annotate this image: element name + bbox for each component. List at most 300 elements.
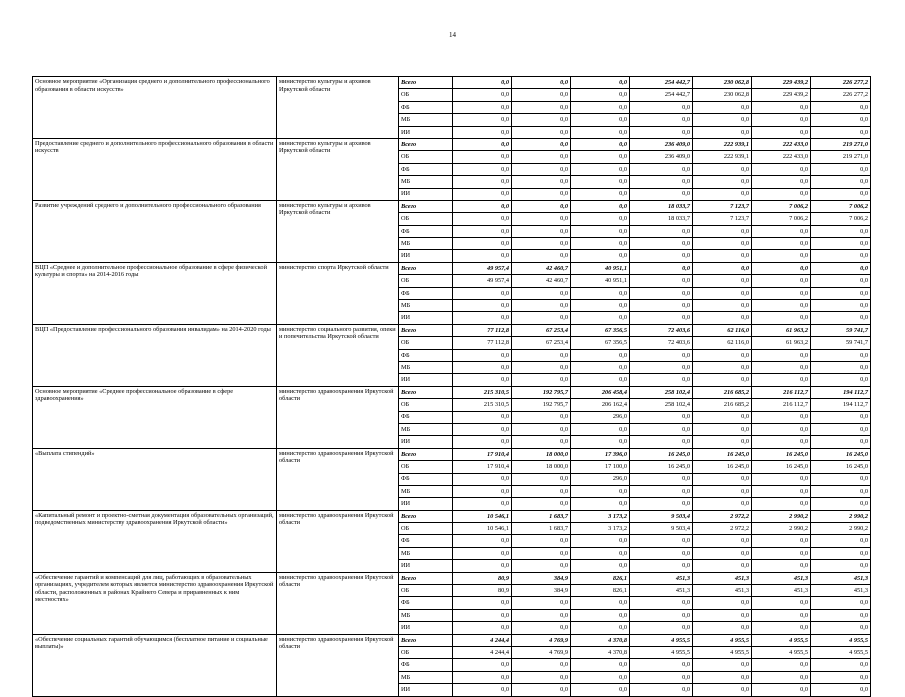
amount-cell: 0,0 — [811, 349, 871, 361]
amount-cell: 67 356,5 — [571, 324, 630, 336]
funding-source: МБ — [399, 114, 453, 126]
amount-cell: 0,0 — [453, 597, 512, 609]
amount-cell: 0,0 — [693, 101, 752, 113]
amount-cell: 0,0 — [811, 423, 871, 435]
funding-source: ФБ — [399, 101, 453, 113]
amount-cell: 62 116,0 — [693, 324, 752, 336]
amount-cell: 49 957,4 — [453, 275, 512, 287]
amount-cell: 236 409,0 — [630, 138, 693, 150]
amount-cell: 451,3 — [752, 572, 811, 584]
amount-cell: 215 310,5 — [453, 399, 512, 411]
amount-cell: 0,0 — [630, 361, 693, 373]
amount-cell: 4 955,5 — [752, 646, 811, 658]
amount-cell: 0,0 — [512, 114, 571, 126]
amount-cell: 0,0 — [512, 547, 571, 559]
amount-cell: 16 245,0 — [752, 448, 811, 460]
amount-cell: 0,0 — [752, 361, 811, 373]
amount-cell: 7 006,2 — [811, 200, 871, 212]
amount-cell: 0,0 — [453, 126, 512, 138]
amount-cell: 0,0 — [752, 423, 811, 435]
amount-cell: 0,0 — [453, 411, 512, 423]
amount-cell: 77 112,8 — [453, 337, 512, 349]
funding-source: Всего — [399, 262, 453, 274]
amount-cell: 0,0 — [571, 349, 630, 361]
amount-cell: 0,0 — [453, 498, 512, 510]
amount-cell: 0,0 — [453, 423, 512, 435]
amount-cell: 0,0 — [693, 659, 752, 671]
funding-source: ОБ — [399, 89, 453, 101]
amount-cell: 16 245,0 — [752, 461, 811, 473]
amount-cell: 0,0 — [811, 225, 871, 237]
funding-source: ИИ — [399, 560, 453, 572]
amount-cell: 80,9 — [453, 572, 512, 584]
amount-cell: 826,1 — [571, 572, 630, 584]
amount-cell: 0,0 — [693, 349, 752, 361]
amount-cell: 0,0 — [811, 188, 871, 200]
amount-cell: 0,0 — [571, 238, 630, 250]
amount-cell: 0,0 — [453, 176, 512, 188]
amount-cell: 0,0 — [512, 423, 571, 435]
responsible-executor: министерство здравоохранения Иркутской области — [277, 448, 399, 510]
amount-cell: 0,0 — [693, 126, 752, 138]
amount-cell: 216 112,7 — [752, 399, 811, 411]
amount-cell: 0,0 — [453, 300, 512, 312]
amount-cell: 0,0 — [512, 659, 571, 671]
funding-source: ОБ — [399, 399, 453, 411]
responsible-executor: министерство социального развития, опеки и попечительства Иркутской области — [277, 324, 399, 386]
budget-table — [32, 76, 871, 697]
funding-source: ФБ — [399, 225, 453, 237]
amount-cell: 451,3 — [630, 572, 693, 584]
amount-cell: 9 503,4 — [630, 510, 693, 522]
amount-cell: 42 460,7 — [512, 262, 571, 274]
amount-cell: 0,0 — [571, 213, 630, 225]
funding-source: Всего — [399, 386, 453, 398]
amount-cell: 72 403,6 — [630, 337, 693, 349]
amount-cell: 0,0 — [571, 597, 630, 609]
amount-cell: 0,0 — [630, 114, 693, 126]
amount-cell: 0,0 — [571, 547, 630, 559]
amount-cell: 0,0 — [811, 436, 871, 448]
amount-cell: 0,0 — [752, 560, 811, 572]
amount-cell: 0,0 — [630, 609, 693, 621]
amount-cell: 0,0 — [630, 498, 693, 510]
amount-cell: 7 006,2 — [752, 200, 811, 212]
amount-cell: 0,0 — [693, 361, 752, 373]
table-row — [33, 324, 871, 336]
amount-cell: 384,9 — [512, 572, 571, 584]
amount-cell: 0,0 — [453, 188, 512, 200]
table-row — [33, 634, 871, 646]
amount-cell: 0,0 — [693, 374, 752, 386]
amount-cell: 194 112,7 — [811, 399, 871, 411]
amount-cell: 0,0 — [693, 238, 752, 250]
amount-cell: 16 245,0 — [630, 461, 693, 473]
amount-cell: 0,0 — [630, 597, 693, 609]
amount-cell: 0,0 — [693, 485, 752, 497]
amount-cell: 0,0 — [512, 671, 571, 683]
amount-cell: 0,0 — [693, 176, 752, 188]
amount-cell: 0,0 — [453, 671, 512, 683]
amount-cell: 67 253,4 — [512, 337, 571, 349]
amount-cell: 0,0 — [571, 560, 630, 572]
amount-cell: 42 460,7 — [512, 275, 571, 287]
amount-cell: 0,0 — [512, 684, 571, 696]
amount-cell: 0,0 — [571, 659, 630, 671]
amount-cell: 0,0 — [752, 622, 811, 634]
amount-cell: 0,0 — [512, 485, 571, 497]
amount-cell: 4 955,5 — [752, 634, 811, 646]
funding-source: ОБ — [399, 585, 453, 597]
amount-cell: 219 271,0 — [811, 151, 871, 163]
amount-cell: 0,0 — [453, 684, 512, 696]
amount-cell: 0,0 — [571, 436, 630, 448]
table-row — [33, 200, 871, 212]
amount-cell: 0,0 — [571, 361, 630, 373]
amount-cell: 0,0 — [693, 436, 752, 448]
amount-cell: 4 955,5 — [630, 646, 693, 658]
amount-cell: 222 433,0 — [752, 138, 811, 150]
amount-cell: 0,0 — [630, 622, 693, 634]
amount-cell: 0,0 — [512, 238, 571, 250]
amount-cell: 216 112,7 — [752, 386, 811, 398]
amount-cell: 0,0 — [512, 597, 571, 609]
amount-cell: 451,3 — [752, 585, 811, 597]
amount-cell: 0,0 — [453, 101, 512, 113]
amount-cell: 10 546,1 — [453, 523, 512, 535]
amount-cell: 3 173,2 — [571, 523, 630, 535]
responsible-executor: министерство здравоохранения Иркутской области — [277, 572, 399, 634]
activity-name: «Обеспечение гарантий и компенсаций для лиц, работающих в образовательных организациях, учредителем которых является министерство здравоохранения Иркутской области, расположенных в районах Крайнего Севера и приравненных к ним местностях» — [33, 572, 277, 634]
funding-source: ФБ — [399, 473, 453, 485]
amount-cell: 0,0 — [512, 473, 571, 485]
amount-cell: 0,0 — [752, 671, 811, 683]
amount-cell: 0,0 — [571, 609, 630, 621]
amount-cell: 0,0 — [811, 176, 871, 188]
amount-cell: 0,0 — [752, 312, 811, 324]
amount-cell: 0,0 — [752, 114, 811, 126]
amount-cell: 0,0 — [811, 101, 871, 113]
funding-source: ИИ — [399, 312, 453, 324]
funding-source: ОБ — [399, 275, 453, 287]
funding-source: ОБ — [399, 646, 453, 658]
activity-name: Предоставление среднего и дополнительного профессионального образования в области искусств — [33, 138, 277, 200]
amount-cell: 0,0 — [571, 671, 630, 683]
funding-source: Всего — [399, 510, 453, 522]
amount-cell: 0,0 — [752, 659, 811, 671]
amount-cell: 0,0 — [512, 200, 571, 212]
amount-cell: 0,0 — [811, 473, 871, 485]
activity-name: «Капитальный ремонт и проектно-сметная документация образовательных организаций, подведомственных министерству здравоохранения Иркутской области» — [33, 510, 277, 572]
funding-source: ИИ — [399, 622, 453, 634]
responsible-executor: министерство культуры и архивов Иркутской области — [277, 138, 399, 200]
amount-cell: 59 741,7 — [811, 337, 871, 349]
amount-cell: 80,9 — [453, 585, 512, 597]
amount-cell: 0,0 — [630, 535, 693, 547]
activity-name: ВЦП «Предоставление профессионального образования инвалидам» на 2014-2020 годы — [33, 324, 277, 386]
amount-cell: 0,0 — [453, 225, 512, 237]
table-row — [33, 386, 871, 398]
amount-cell: 0,0 — [811, 287, 871, 299]
amount-cell: 0,0 — [453, 361, 512, 373]
funding-source: МБ — [399, 176, 453, 188]
funding-source: Всего — [399, 324, 453, 336]
amount-cell: 0,0 — [811, 684, 871, 696]
amount-cell: 7 123,7 — [693, 213, 752, 225]
amount-cell: 222 939,1 — [693, 151, 752, 163]
amount-cell: 67 356,5 — [571, 337, 630, 349]
amount-cell: 0,0 — [630, 374, 693, 386]
amount-cell: 0,0 — [811, 535, 871, 547]
amount-cell: 0,0 — [512, 287, 571, 299]
amount-cell: 0,0 — [512, 374, 571, 386]
amount-cell: 0,0 — [571, 374, 630, 386]
amount-cell: 0,0 — [571, 225, 630, 237]
amount-cell: 0,0 — [453, 287, 512, 299]
amount-cell: 0,0 — [630, 436, 693, 448]
amount-cell: 4 244,4 — [453, 634, 512, 646]
amount-cell: 0,0 — [630, 300, 693, 312]
amount-cell: 0,0 — [811, 411, 871, 423]
amount-cell: 0,0 — [571, 138, 630, 150]
amount-cell: 17 100,0 — [571, 461, 630, 473]
funding-source: ФБ — [399, 287, 453, 299]
amount-cell: 0,0 — [752, 485, 811, 497]
amount-cell: 0,0 — [811, 597, 871, 609]
amount-cell: 0,0 — [453, 609, 512, 621]
amount-cell: 258 102,4 — [630, 399, 693, 411]
amount-cell: 0,0 — [752, 163, 811, 175]
amount-cell: 4 955,5 — [630, 634, 693, 646]
amount-cell: 18 033,7 — [630, 213, 693, 225]
amount-cell: 0,0 — [453, 163, 512, 175]
amount-cell: 0,0 — [630, 423, 693, 435]
amount-cell: 230 062,8 — [693, 89, 752, 101]
amount-cell: 0,0 — [693, 547, 752, 559]
amount-cell: 4 769,9 — [512, 634, 571, 646]
amount-cell: 0,0 — [752, 188, 811, 200]
amount-cell: 0,0 — [453, 151, 512, 163]
amount-cell: 296,0 — [571, 473, 630, 485]
amount-cell: 4 769,9 — [512, 646, 571, 658]
table-row — [33, 138, 871, 150]
amount-cell: 296,0 — [571, 411, 630, 423]
funding-source: МБ — [399, 485, 453, 497]
amount-cell: 0,0 — [512, 89, 571, 101]
responsible-executor: министерство здравоохранения Иркутской области — [277, 386, 399, 448]
amount-cell: 0,0 — [571, 151, 630, 163]
amount-cell: 192 795,7 — [512, 386, 571, 398]
amount-cell: 4 955,5 — [693, 634, 752, 646]
amount-cell: 0,0 — [752, 535, 811, 547]
funding-source: ФБ — [399, 535, 453, 547]
amount-cell: 18 033,7 — [630, 200, 693, 212]
amount-cell: 0,0 — [630, 250, 693, 262]
amount-cell: 0,0 — [752, 176, 811, 188]
amount-cell: 2 990,2 — [752, 523, 811, 535]
amount-cell: 4 244,4 — [453, 646, 512, 658]
amount-cell: 4 370,8 — [571, 646, 630, 658]
amount-cell: 0,0 — [512, 176, 571, 188]
amount-cell: 0,0 — [630, 225, 693, 237]
amount-cell: 0,0 — [752, 436, 811, 448]
amount-cell: 451,3 — [693, 585, 752, 597]
amount-cell: 0,0 — [512, 361, 571, 373]
amount-cell: 61 963,2 — [752, 324, 811, 336]
amount-cell: 0,0 — [693, 535, 752, 547]
funding-source: Всего — [399, 572, 453, 584]
funding-source: ФБ — [399, 411, 453, 423]
amount-cell: 0,0 — [453, 535, 512, 547]
amount-cell: 67 253,4 — [512, 324, 571, 336]
amount-cell: 0,0 — [693, 312, 752, 324]
amount-cell: 0,0 — [512, 225, 571, 237]
amount-cell: 0,0 — [630, 188, 693, 200]
amount-cell: 0,0 — [453, 89, 512, 101]
amount-cell: 0,0 — [693, 114, 752, 126]
amount-cell: 0,0 — [693, 560, 752, 572]
amount-cell: 0,0 — [453, 138, 512, 150]
amount-cell: 0,0 — [693, 498, 752, 510]
amount-cell: 0,0 — [752, 300, 811, 312]
amount-cell: 826,1 — [571, 585, 630, 597]
amount-cell: 10 546,1 — [453, 510, 512, 522]
amount-cell: 0,0 — [693, 597, 752, 609]
amount-cell: 0,0 — [752, 411, 811, 423]
amount-cell: 0,0 — [811, 485, 871, 497]
amount-cell: 192 795,7 — [512, 399, 571, 411]
amount-cell: 451,3 — [811, 585, 871, 597]
amount-cell: 0,0 — [693, 609, 752, 621]
amount-cell: 0,0 — [512, 560, 571, 572]
amount-cell: 451,3 — [811, 572, 871, 584]
amount-cell: 451,3 — [693, 572, 752, 584]
amount-cell: 0,0 — [571, 163, 630, 175]
amount-cell: 0,0 — [571, 126, 630, 138]
amount-cell: 0,0 — [630, 473, 693, 485]
responsible-executor: министерство культуры и архивов Иркутской области — [277, 200, 399, 262]
amount-cell: 230 062,8 — [693, 77, 752, 89]
activity-name: ВЦП «Среднее и дополнительное профессиональное образование в сфере физической культуры и спорта» на 2014-2016 годы — [33, 262, 277, 324]
table-row — [33, 510, 871, 522]
amount-cell: 0,0 — [752, 684, 811, 696]
amount-cell: 59 741,7 — [811, 324, 871, 336]
amount-cell: 0,0 — [630, 411, 693, 423]
amount-cell: 0,0 — [811, 671, 871, 683]
amount-cell: 0,0 — [693, 250, 752, 262]
amount-cell: 0,0 — [693, 275, 752, 287]
amount-cell: 17 910,4 — [453, 461, 512, 473]
amount-cell: 0,0 — [811, 609, 871, 621]
amount-cell: 0,0 — [693, 684, 752, 696]
activity-name: Развитие учреждений среднего и дополнительного профессионального образования — [33, 200, 277, 262]
funding-source: ОБ — [399, 523, 453, 535]
amount-cell: 0,0 — [571, 300, 630, 312]
amount-cell: 0,0 — [571, 101, 630, 113]
funding-source: ИИ — [399, 126, 453, 138]
amount-cell: 0,0 — [571, 498, 630, 510]
amount-cell: 2 990,2 — [811, 523, 871, 535]
activity-name: Основное мероприятие «Организация среднего и дополнительного профессионального образования в области искусств» — [33, 77, 277, 139]
amount-cell: 72 403,6 — [630, 324, 693, 336]
amount-cell: 0,0 — [512, 349, 571, 361]
activity-name: «Обеспечение социальных гарантий обучающимся (бесплатное питание и социальные выплаты)» — [33, 634, 277, 696]
amount-cell: 0,0 — [693, 411, 752, 423]
amount-cell: 0,0 — [630, 560, 693, 572]
amount-cell: 0,0 — [630, 671, 693, 683]
amount-cell: 2 972,2 — [693, 523, 752, 535]
funding-source: ФБ — [399, 349, 453, 361]
amount-cell: 0,0 — [693, 300, 752, 312]
amount-cell: 0,0 — [453, 547, 512, 559]
amount-cell: 0,0 — [752, 597, 811, 609]
amount-cell: 0,0 — [453, 238, 512, 250]
amount-cell: 0,0 — [512, 411, 571, 423]
amount-cell: 0,0 — [512, 126, 571, 138]
amount-cell: 0,0 — [571, 485, 630, 497]
amount-cell: 0,0 — [693, 473, 752, 485]
amount-cell: 0,0 — [630, 126, 693, 138]
funding-source: ОБ — [399, 461, 453, 473]
amount-cell: 0,0 — [752, 126, 811, 138]
amount-cell: 16 245,0 — [693, 461, 752, 473]
funding-source: ИИ — [399, 436, 453, 448]
amount-cell: 0,0 — [453, 560, 512, 572]
funding-source: ИИ — [399, 250, 453, 262]
amount-cell: 0,0 — [571, 176, 630, 188]
amount-cell: 451,3 — [630, 585, 693, 597]
amount-cell: 0,0 — [630, 163, 693, 175]
amount-cell: 4 955,5 — [693, 646, 752, 658]
amount-cell: 0,0 — [512, 77, 571, 89]
amount-cell: 0,0 — [693, 622, 752, 634]
amount-cell: 206 162,4 — [571, 399, 630, 411]
amount-cell: 0,0 — [453, 622, 512, 634]
amount-cell: 0,0 — [571, 250, 630, 262]
funding-source: ИИ — [399, 188, 453, 200]
amount-cell: 219 271,0 — [811, 138, 871, 150]
amount-cell: 0,0 — [512, 101, 571, 113]
amount-cell: 0,0 — [811, 659, 871, 671]
funding-source: ИИ — [399, 684, 453, 696]
amount-cell: 0,0 — [811, 312, 871, 324]
amount-cell: 0,0 — [453, 473, 512, 485]
amount-cell: 0,0 — [512, 138, 571, 150]
amount-cell: 0,0 — [630, 547, 693, 559]
table-row — [33, 572, 871, 584]
amount-cell: 2 990,2 — [752, 510, 811, 522]
amount-cell: 0,0 — [752, 498, 811, 510]
amount-cell: 4 955,5 — [811, 634, 871, 646]
amount-cell: 61 963,2 — [752, 337, 811, 349]
amount-cell: 0,0 — [630, 659, 693, 671]
amount-cell: 0,0 — [571, 535, 630, 547]
amount-cell: 384,9 — [512, 585, 571, 597]
amount-cell: 17 396,0 — [571, 448, 630, 460]
amount-cell: 0,0 — [571, 423, 630, 435]
amount-cell: 0,0 — [571, 89, 630, 101]
amount-cell: 0,0 — [630, 485, 693, 497]
amount-cell: 0,0 — [571, 287, 630, 299]
funding-source: ИИ — [399, 374, 453, 386]
amount-cell: 222 433,0 — [752, 151, 811, 163]
amount-cell: 0,0 — [693, 262, 752, 274]
amount-cell: 0,0 — [630, 684, 693, 696]
amount-cell: 0,0 — [752, 101, 811, 113]
amount-cell: 0,0 — [811, 238, 871, 250]
funding-source: МБ — [399, 547, 453, 559]
funding-source: Всего — [399, 448, 453, 460]
